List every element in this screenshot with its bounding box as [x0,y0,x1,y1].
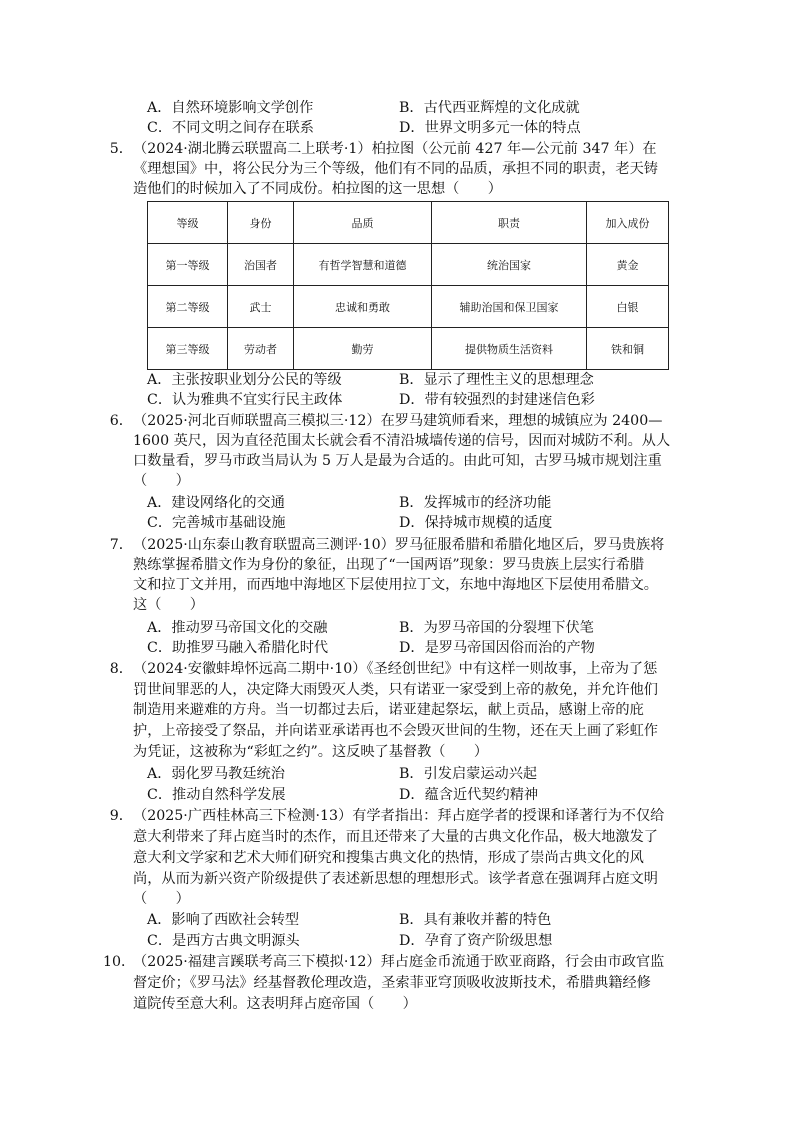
q6-stem-line: 1600 英尺，因为直径范围太长就会看不清沿城墙传递的信号，因而对城防不利。从人 [133,433,671,449]
q6-number: 6． [109,413,133,429]
table-cell: 白银 [587,286,669,328]
q4-option-b: B．古代西亚辉煌的文化成就 [399,100,580,116]
q4-option-c: C．不同文明之间存在联系 [147,120,314,136]
q5-option-d: D．带有较强烈的封建迷信色彩 [399,392,595,408]
q4-option-d: D．世界文明多元一体的特点 [399,120,581,136]
q6-option-d: D．保持城市规模的适度 [399,515,553,531]
q9-option-a: A．影响了西欧社会转型 [147,912,300,928]
q7-stem-line: 这（ ） [133,597,204,613]
citizen-class-table [147,201,669,370]
q5-option-b: B．显示了理性主义的思想理念 [399,372,594,388]
q5-stem-line: （2024·湖北腾云联盟高二上联考·1）柏拉图（公元前 427 年—公元前 347 年）在 [133,141,657,157]
table-cell: 第三等级 [148,328,228,370]
table-row [148,244,669,286]
q6-option-a: A．建设网络化的交通 [147,495,285,511]
table-header-row [148,202,669,244]
table-cell: 劳动者 [228,328,294,370]
q6-option-c: C．完善城市基础设施 [147,515,286,531]
q9-stem-line: 意大利文学家和艺术大师们研究和搜集古典文化的热情，形成了崇尚古典文化的风 [133,850,644,866]
q9-stem-line: （2025·广西桂林高三下检测·13）有学者指出：拜占庭学者的授课和译著行为不仅给 [133,808,665,824]
table-cell: 武士 [228,286,294,328]
q8-option-a: A．弱化罗马教廷统治 [147,766,285,782]
q7-option-b: B．为罗马帝国的分裂埋下伏笔 [399,620,594,636]
q5-stem-line: 《理想国》中，将公民分为三个等级，他们有不同的品质，承担不同的职责，老天铸 [133,161,658,177]
q8-stem-line: 护，上帝接受了祭品，并向诺亚承诺再也不会毁灭世间的生物，还在天上画了彩虹作 [133,723,658,739]
q10-stem-line: 督定价；《罗马法》经基督教伦理改造，圣索菲亚穹顶吸收波斯技术，希腊典籍经修 [133,975,651,991]
table-row [148,286,669,328]
table-header-cell: 品质 [294,202,432,244]
q7-option-a: A．推动罗马帝国文化的交融 [147,620,328,636]
table-cell: 统治国家 [432,244,587,286]
q9-option-b: B．具有兼收并蓄的特色 [399,912,552,928]
q7-stem-line: （2025·山东泰山教育联盟高三测评·10）罗马征服希腊和希腊化地区后，罗马贵族将 [133,537,665,553]
q7-stem-line: 熟练掌握希腊文作为身份的象征，出现了“一国两语”现象：罗马贵族上层实行希腊 [133,557,645,573]
table-cell: 治国者 [228,244,294,286]
q9-stem-line: 尚，从而为新兴资产阶级提供了表述新思想的理想形式。该学者意在强调拜占庭文明 [133,871,658,887]
table-cell: 铁和铜 [587,328,669,370]
q6-stem-line: （ ） [133,473,190,489]
table-row [148,328,669,370]
table-cell: 黄金 [587,244,669,286]
q8-option-b: B．引发启蒙运动兴起 [399,766,538,782]
table-header-cell: 身份 [228,202,294,244]
q10-stem-line: 道院传至意大利。这表明拜占庭帝国（ ） [133,996,417,1012]
q6-stem-line: （2025·河北百师联盟高三模拟三·12）在罗马建筑师看来，理想的城镇应为 2400— [133,413,663,429]
q10-stem-line: （2025·福建言蹊联考高三下模拟·12）拜占庭金币流通于欧亚商路，行会由市政官监 [133,954,665,970]
q8-stem-line: 为凭证，这被称为“彩虹之约”。这反映了基督教（ ） [133,744,489,760]
table-cell: 勤劳 [294,328,432,370]
q5-number: 5． [109,141,133,157]
q8-stem-line: 罚世间罪恶的人，决定降大雨毁灭人类，只有诺亚一家受到上帝的赦免，并允许他们 [133,682,658,698]
table-header-cell: 等级 [148,202,228,244]
q6-stem-line: 口数量看，罗马市政当局认为 5 万人是最为合适的。由此可知，古罗马城市规划注重 [133,453,662,469]
q8-option-d: D．蕴含近代契约精神 [399,787,539,803]
q8-number: 8． [109,661,133,677]
table-cell: 忠诚和勇敢 [294,286,432,328]
q5-option-a: A．主张按职业划分公民的等级 [147,372,342,388]
q7-option-d: D．是罗马帝国因俗而治的产物 [399,640,595,656]
q10-number: 10． [103,954,136,970]
q4-option-a: A．自然环境影响文学创作 [147,100,314,116]
q7-number: 7． [109,537,133,553]
q7-stem-line: 文和拉丁文并用，而西地中海地区下层使用拉丁文，东地中海地区下层使用希腊文。 [133,577,658,593]
table-cell: 有哲学智慧和道德 [294,244,432,286]
table-header-cell: 职责 [432,202,587,244]
table-cell: 提供物质生活资料 [432,328,587,370]
q8-stem-line: 制造用来避难的方舟。当一切都过去后，诺亚建起祭坛，献上贡品，感谢上帝的庇 [133,702,644,718]
q5-stem-line: 造他们的时候加入了不同成份。柏拉图的这一思想（ ） [133,181,502,197]
q9-stem-line: （ ） [133,891,190,907]
table-cell: 辅助治国和保卫国家 [432,286,587,328]
table-cell: 第二等级 [148,286,228,328]
q5-option-c: C．认为雅典不宜实行民主政体 [147,392,343,408]
q9-number: 9． [109,808,133,824]
table-cell: 第一等级 [148,244,228,286]
q7-option-c: C．助推罗马融入希腊化时代 [147,640,329,656]
q9-option-c: C．是西方古典文明源头 [147,933,300,949]
table-header-cell: 加入成份 [587,202,669,244]
q6-option-b: B．发挥城市的经济功能 [399,495,552,511]
q9-stem-line: 意大利带来了拜占庭当时的杰作，而且还带来了大量的古典文化作品，极大地激发了 [133,829,658,845]
q9-option-d: D．孕育了资产阶级思想 [399,933,553,949]
q8-stem-line: （2024·安徽蚌埠怀远高二期中·10）《圣经创世纪》中有这样一则故事，上帝为了惩 [133,661,658,677]
q8-option-c: C．推动自然科学发展 [147,787,286,803]
